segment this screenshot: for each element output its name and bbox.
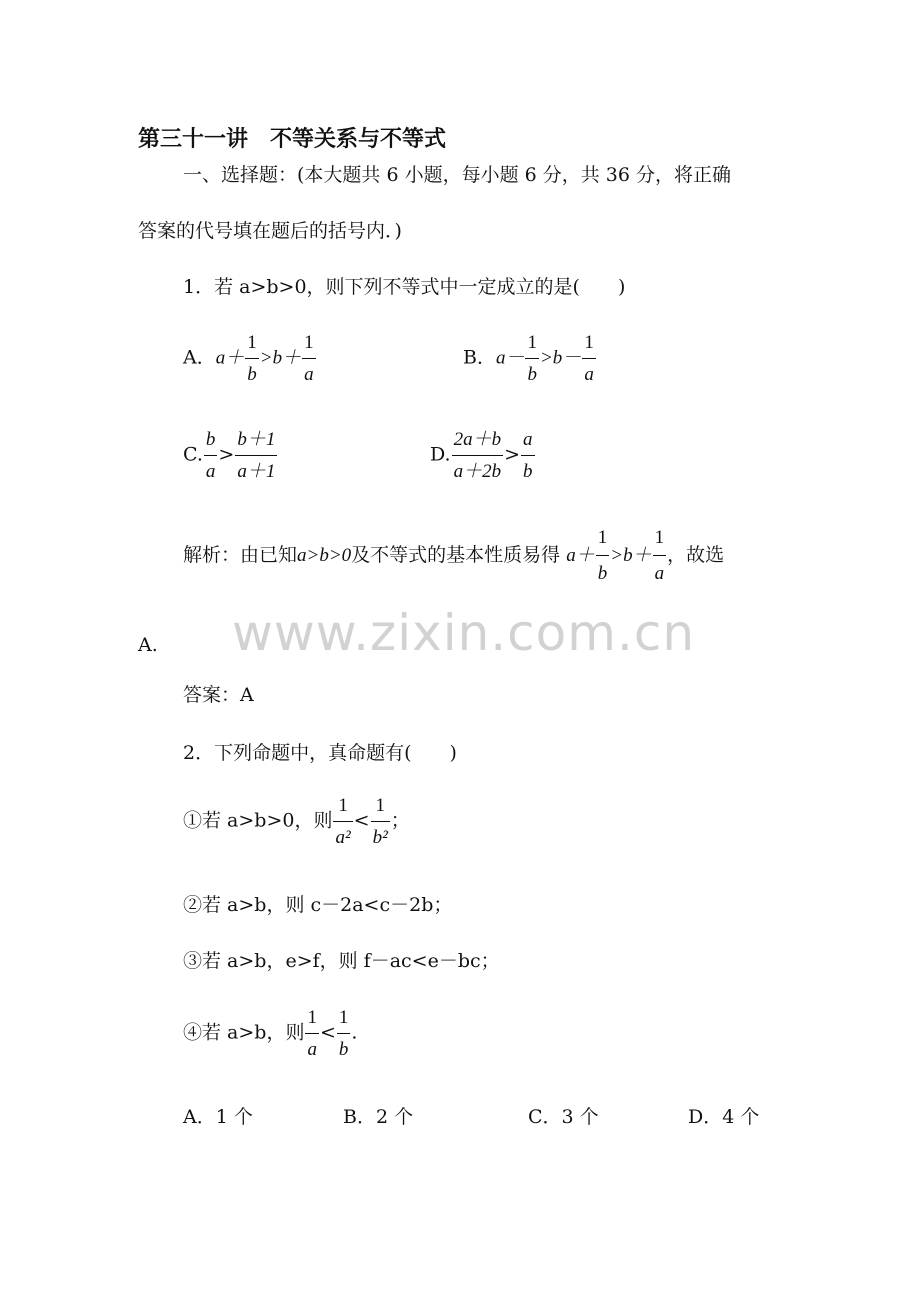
fraction-numerator: 1 xyxy=(247,332,257,353)
expr: > xyxy=(504,443,521,466)
fraction-denominator: a xyxy=(653,555,667,583)
expr: a＋ xyxy=(566,545,595,566)
option-label: C. xyxy=(183,443,203,466)
q2-option-b: B．2 个 xyxy=(343,1106,414,1128)
q1-option-c xyxy=(183,430,278,481)
option-label: B． xyxy=(463,346,496,369)
proposition-text: ①若 a>b>0，则 xyxy=(183,809,333,832)
fraction-denominator: b xyxy=(521,455,535,481)
fraction-denominator: b xyxy=(337,1033,351,1059)
fraction-numerator: 1 xyxy=(338,1007,349,1028)
analysis-text: 及不等式的基本性质易得 xyxy=(351,544,561,566)
fraction-denominator: b xyxy=(245,358,259,384)
fraction-numerator: a xyxy=(523,429,533,450)
q2-option-a: A．1 个 xyxy=(183,1106,253,1128)
expr: >b＋ xyxy=(259,347,302,369)
fraction-denominator: a xyxy=(582,358,596,384)
q2-option-c: C．3 个 xyxy=(528,1106,599,1128)
expr: a－ xyxy=(495,347,525,369)
fraction-numerator: b＋1 xyxy=(237,429,276,450)
q1-analysis-wrap: A. xyxy=(138,634,158,656)
fraction-denominator: a xyxy=(302,358,316,384)
expr: a＋ xyxy=(215,347,245,369)
fraction-denominator: b² xyxy=(371,821,390,847)
q2-option-d: D．4 个 xyxy=(688,1106,760,1128)
fraction-numerator: b xyxy=(205,429,216,450)
proposition-suffix: . xyxy=(351,1021,358,1044)
proposition-suffix: ； xyxy=(390,809,410,832)
expr: < xyxy=(319,1021,336,1044)
fraction-denominator: b xyxy=(525,358,539,384)
expr: >b－ xyxy=(539,347,582,369)
fraction-denominator: a² xyxy=(333,821,352,847)
fraction-numerator: 1 xyxy=(375,795,385,816)
fraction-numerator: 1 xyxy=(597,527,608,548)
q1-option-b xyxy=(463,333,597,384)
analysis-prefix: 解析：由已知 xyxy=(183,544,298,566)
q2-proposition-4 xyxy=(183,1008,357,1059)
fraction-denominator: a＋2b xyxy=(452,455,504,481)
fraction-denominator: a xyxy=(305,1033,319,1059)
page-title: 第三十一讲 不等关系与不等式 xyxy=(138,127,447,152)
fraction-numerator: 1 xyxy=(584,332,594,353)
analysis-condition: a>b>0 xyxy=(297,545,352,566)
option-label: D. xyxy=(430,443,451,466)
fraction-numerator: 1 xyxy=(654,527,665,548)
fraction-numerator: 1 xyxy=(338,795,348,816)
expr: >b＋ xyxy=(610,545,652,566)
fraction-numerator: 1 xyxy=(307,1007,317,1028)
analysis-suffix: ，故选 xyxy=(667,544,725,566)
proposition-text: ④若 a>b，则 xyxy=(183,1021,305,1044)
fraction-numerator: 1 xyxy=(527,332,537,353)
fraction-denominator: b xyxy=(596,555,610,583)
q2-proposition-2: ②若 a>b，则 c－2a<c－2b； xyxy=(183,894,453,916)
expr: < xyxy=(353,809,370,832)
option-label: A． xyxy=(183,346,216,369)
fraction-denominator: a xyxy=(204,455,218,481)
question-1-stem: 1．若 a>b>0，则下列不等式中一定成立的是( ) xyxy=(183,276,626,298)
q2-proposition-1 xyxy=(183,796,410,847)
watermark: www.zixin.com.cn xyxy=(232,604,696,662)
q1-option-a xyxy=(183,333,317,384)
q2-proposition-3: ③若 a>b，e>f，则 f－ac<e－bc； xyxy=(183,950,500,972)
q1-answer: 答案：A xyxy=(183,684,254,706)
q1-option-d xyxy=(430,430,536,481)
fraction-numerator: 1 xyxy=(304,332,314,353)
section-heading-line1: 一、选择题：(本大题共 6 小题，每小题 6 分，共 36 分，将正确 xyxy=(183,164,732,186)
q1-analysis xyxy=(183,528,724,583)
fraction-numerator: 2a＋b xyxy=(453,429,502,450)
expr: > xyxy=(218,443,235,466)
fraction-denominator: a＋1 xyxy=(235,455,277,481)
section-heading-line2: 答案的代号填在题后的括号内．) xyxy=(138,220,402,242)
question-2-stem: 2．下列命题中，真命题有( ) xyxy=(183,742,457,764)
